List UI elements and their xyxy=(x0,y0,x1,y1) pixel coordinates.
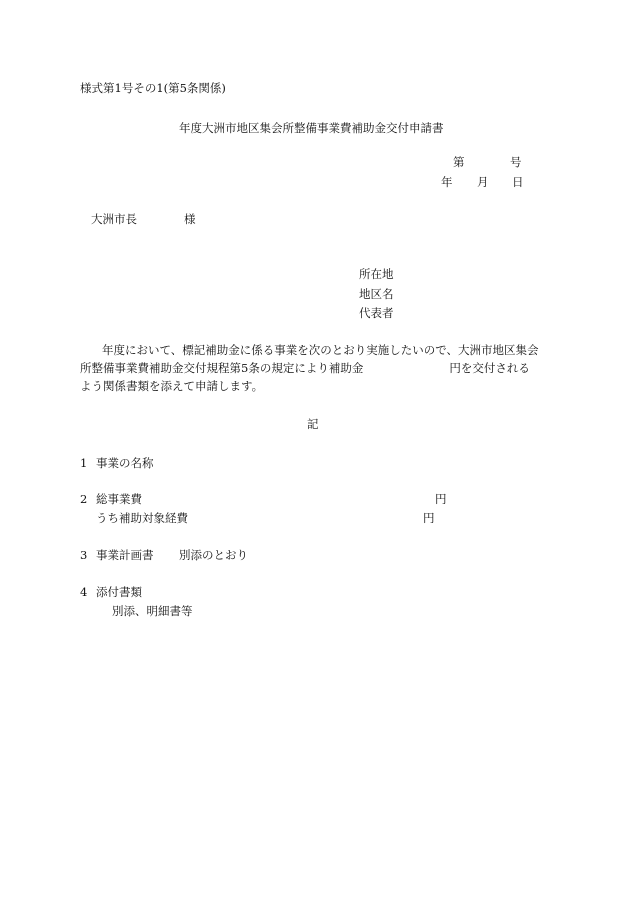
addressee-honorific: 様 xyxy=(184,212,196,226)
item3-value: 別添のとおり xyxy=(179,548,248,562)
body-line-1: 年度において、標記補助金に係る事業を次のとおり実施したいので、大洲市地区集会 xyxy=(102,343,539,357)
doc-number-go: 号 xyxy=(510,155,522,169)
item1-label: 事業の名称 xyxy=(96,456,154,470)
item4-number: 4 xyxy=(80,585,88,599)
item2-sub-unit: 円 xyxy=(423,511,435,525)
item2-number: 2 xyxy=(80,492,88,506)
doc-number-dai: 第 xyxy=(453,155,465,169)
body-line-2 xyxy=(80,359,560,377)
date-month: 月 xyxy=(477,175,489,189)
date-year: 年 xyxy=(441,175,453,189)
item3-number: 3 xyxy=(80,548,88,562)
applicant-address-label: 所在地 xyxy=(359,267,394,281)
item2-label: 総事業費 xyxy=(96,492,142,506)
item2-unit: 円 xyxy=(435,492,447,506)
applicant-district-label: 地区名 xyxy=(359,287,394,301)
item3-label: 事業計画書 xyxy=(96,548,154,562)
body-line-2a: 所整備事業費補助金交付規程第5条の規定により補助金 xyxy=(80,361,364,375)
body-line-3: よう関係書類を添えて申請します。 xyxy=(80,379,264,393)
item1-number: 1 xyxy=(80,456,88,470)
body-line-2b: 円を交付される xyxy=(449,361,530,375)
item2-sub-label: うち補助対象経費 xyxy=(96,511,188,525)
document-title: 年度大洲市地区集会所整備事業費補助金交付申請書 xyxy=(179,121,444,135)
form-number: 様式第1号その1(第5条関係) xyxy=(80,81,226,95)
applicant-representative-label: 代表者 xyxy=(359,306,394,320)
date-day: 日 xyxy=(512,175,524,189)
item4-label: 添付書類 xyxy=(96,585,142,599)
body-paragraph xyxy=(80,341,560,395)
ki-heading: 記 xyxy=(307,417,319,431)
item4-value: 別添、明細書等 xyxy=(112,604,193,618)
addressee-name: 大洲市長 xyxy=(91,212,137,226)
